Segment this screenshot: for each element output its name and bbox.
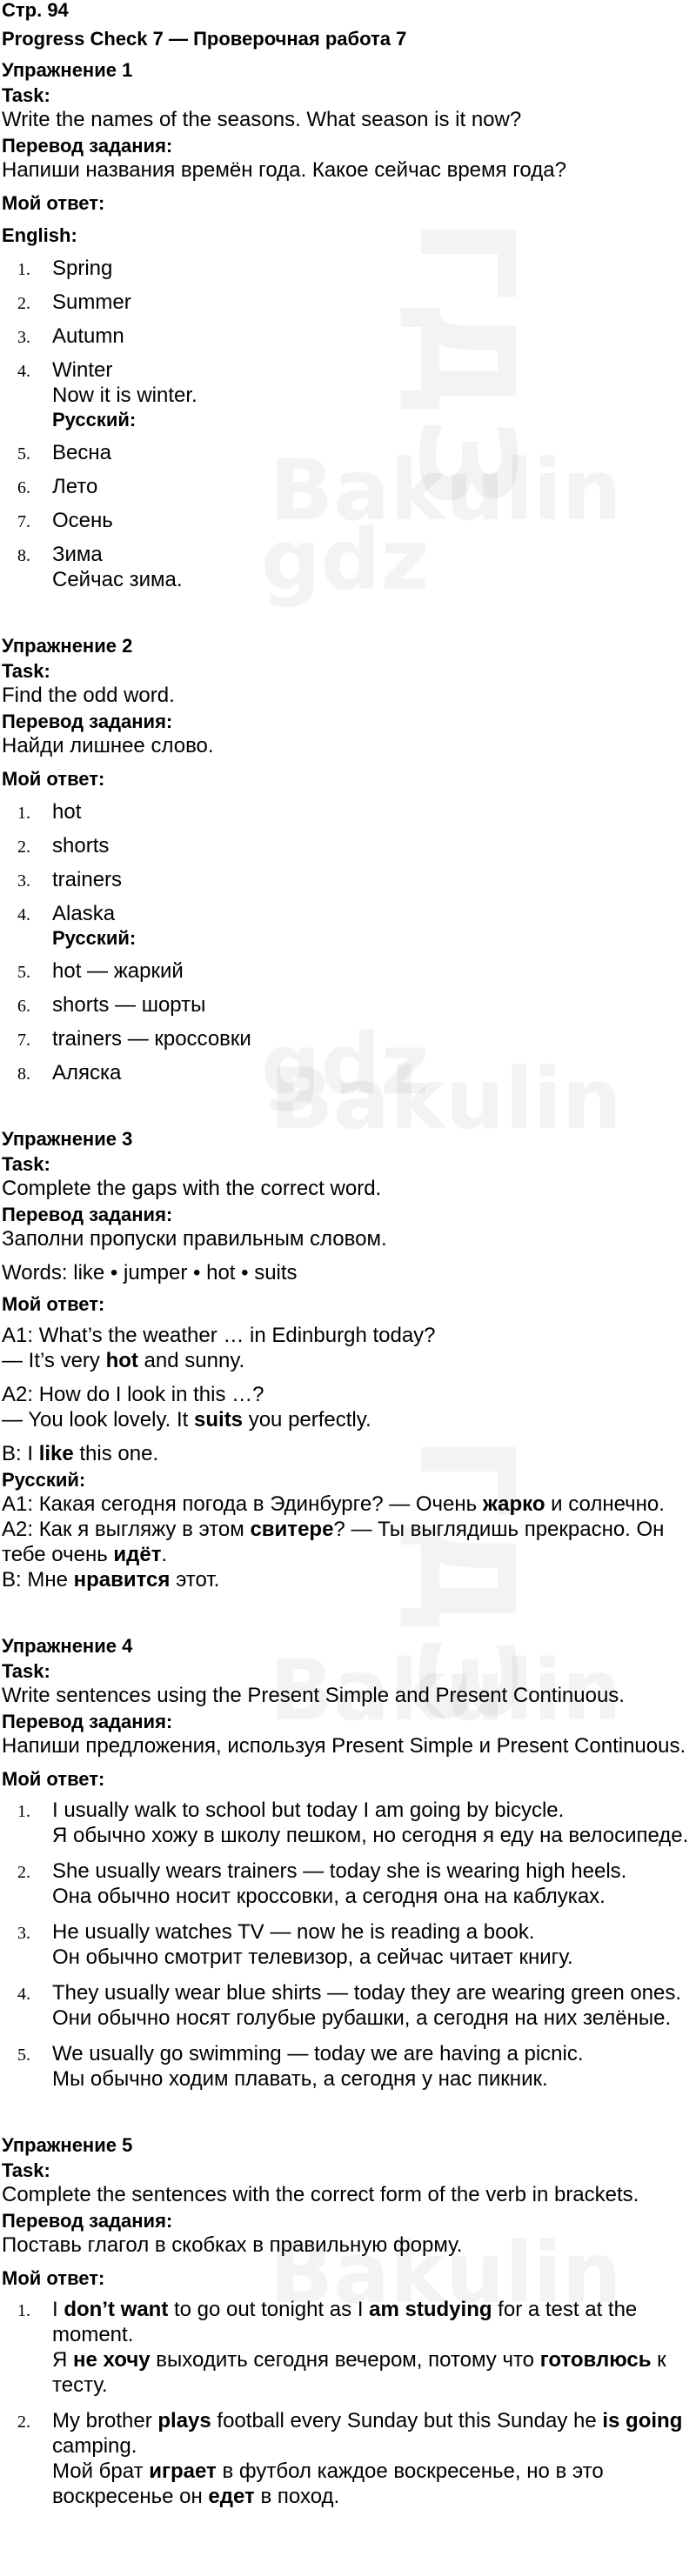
exercise-heading: Упражнение 3 (2, 1128, 133, 1150)
answer-word: свитере (250, 1518, 334, 1541)
answer-verb: не хочу (73, 2348, 151, 2372)
list-item (2, 901, 694, 950)
task-text: Complete the gaps with the correct word. (2, 1177, 382, 1200)
task-text: Write the names of the seasons. What season is it now? (2, 108, 522, 131)
item-number: 4. (17, 1985, 30, 2004)
item-number: 2. (17, 838, 30, 857)
sentence-russian: Она обычно носит кроссовки, а сегодня она на каблуках. (52, 1885, 606, 1908)
item-text: Лето (52, 475, 98, 498)
item-text: shorts — шорты (52, 993, 206, 1017)
translation-text: Заполни пропуски правильным словом. (2, 1227, 387, 1251)
sentence-english (52, 2297, 694, 2347)
answer-verb: играет (149, 2459, 217, 2483)
answer-verb: don’t want (64, 2298, 169, 2321)
exercise-heading: Упражнение 5 (2, 2134, 133, 2156)
exercise-heading: Упражнение 4 (2, 1635, 133, 1657)
sentence-english: She usually wears trainers — today she is wearing high heels. (52, 1859, 627, 1883)
dialogue-line: A2: How do I look in this …? (2, 1383, 264, 1406)
answer-label: Мой ответ: (2, 1768, 105, 1790)
dialogue-line (2, 1348, 694, 1373)
translation-label: Перевод задания: (2, 135, 173, 157)
item-text: Осень (52, 509, 113, 532)
text-fragment: и солнечно. (545, 1492, 665, 1516)
sentence-english: He usually watches TV — now he is reading a book. (52, 1920, 535, 1944)
item-text: Summer (52, 290, 131, 314)
answer-list (2, 1798, 694, 2092)
item-number: 1. (17, 804, 30, 823)
item-number: 3. (17, 1924, 30, 1943)
dialogue-russian (2, 1492, 694, 1592)
text-fragment: — It’s very (2, 1349, 106, 1372)
item-number: 1. (17, 260, 30, 279)
item-text: trainers — кроссовки (52, 1027, 251, 1051)
list-item (2, 256, 694, 281)
task-text: Find the odd word. (2, 684, 175, 707)
item-number: 6. (17, 997, 30, 1016)
item-number: 8. (17, 1064, 30, 1084)
item-number: 1. (17, 2301, 30, 2320)
sentence-english: I usually walk to school but today I am going by bicycle. (52, 1799, 565, 1822)
sentence-russian: Мы обычно ходим плавать, а сегодня у нас пикник. (52, 2067, 548, 2091)
list-item (2, 2408, 694, 2509)
item-text: hot (52, 800, 82, 824)
item-text: Аляска (52, 1061, 122, 1084)
text-fragment: to go out tonight as I (168, 2298, 370, 2321)
task-label: Task: (2, 84, 50, 106)
exercise-1 (2, 58, 694, 592)
sentence-russian: Я обычно хожу в школу пешком, но сегодня я еду на велосипеде. (52, 1824, 689, 1847)
list-item (2, 357, 694, 431)
text-fragment: A1: Какая сегодня погода в Эдинбурге? — Очень (2, 1492, 483, 1516)
dialogue-line (2, 1492, 694, 1517)
sentence-english: We usually go swimming — today we are having a picnic. (52, 2042, 584, 2065)
translation-text: Напиши предложения, используя Present Simple и Present Continuous. (2, 1734, 686, 1758)
item-text: trainers (52, 868, 123, 891)
task-label: Task: (2, 1660, 50, 1682)
item-number: 5. (17, 444, 30, 464)
item-text: Winter (52, 358, 113, 382)
translation-label: Перевод задания: (2, 1711, 173, 1732)
item-number: 7. (17, 1031, 30, 1050)
item-text: Spring (52, 257, 113, 280)
list-item (2, 1026, 694, 1051)
text-fragment: — You look lovely. It (2, 1408, 195, 1431)
answer-list (2, 2297, 694, 2509)
item-number: 8. (17, 546, 30, 565)
list-item (2, 799, 694, 824)
list-item (2, 958, 694, 984)
answer-word: like (38, 1442, 74, 1465)
russian-label: Русский: (2, 1469, 86, 1491)
translation-label: Перевод задания: (2, 2210, 173, 2232)
translation-text: Найди лишнее слово. (2, 734, 214, 757)
answer-label: Мой ответ: (2, 2267, 105, 2289)
exercise-3 (2, 1127, 694, 1592)
page-number: Стр. 94 (2, 0, 69, 21)
text-fragment: . (161, 1543, 168, 1566)
item-text: hot — жаркий (52, 959, 184, 983)
translation-text: Поставь глагол в скобках в правильную форму. (2, 2233, 463, 2257)
list-item (2, 1859, 694, 1909)
item-number: 1. (17, 1802, 30, 1821)
text-fragment: and sunny. (137, 1349, 245, 1372)
item-number: 2. (17, 1863, 30, 1882)
list-item (2, 290, 694, 315)
answer-label: Мой ответ: (2, 768, 105, 790)
list-item (2, 867, 694, 892)
dialogue-line (2, 1441, 694, 1466)
item-number: 4. (17, 362, 30, 381)
answer-verb: plays (157, 2409, 211, 2433)
exercise-4 (2, 1634, 694, 2092)
answer-word: нравится (73, 1568, 171, 1592)
text-fragment: Мой брат (52, 2459, 150, 2483)
text-fragment: к тесту. (52, 2348, 666, 2397)
list-item (2, 440, 694, 465)
text-fragment: B: Мне (2, 1568, 74, 1592)
list-item (2, 2297, 694, 2398)
text-fragment: this one. (73, 1442, 159, 1465)
item-number: 3. (17, 871, 30, 891)
dialogue-line (2, 1407, 694, 1432)
sentence-russian: Они обычно носят голубые рубашки, а сегодня на них зелёные. (52, 2006, 672, 2030)
answer-list (2, 256, 694, 592)
sentence-english: They usually wear blue shirts — today they are wearing green ones. (52, 1981, 682, 2005)
text-fragment: A2: Как я выгляжу в этом (2, 1518, 251, 1541)
translation-text: Напиши названия времён года. Какое сейчас время года? (2, 158, 566, 182)
task-label: Task: (2, 660, 50, 682)
text-fragment: в поход. (254, 2485, 340, 2508)
item-text: Alaska (52, 902, 116, 925)
text-fragment: в футбол каждое воскресенье, но в это воскресенье он (52, 2459, 604, 2508)
item-number: 5. (17, 2045, 30, 2065)
list-item (2, 992, 694, 1018)
dialogue-english (2, 1323, 694, 1466)
list-item (2, 542, 694, 592)
page-title: Progress Check 7 — Проверочная работа 7 (2, 28, 407, 50)
item-number: 2. (17, 294, 30, 313)
exercise-5 (2, 2133, 694, 2509)
sentence-russian: Он обычно смотрит телевизор, а сейчас читает книгу. (52, 1945, 573, 1969)
item-number: 4. (17, 905, 30, 924)
exercise-heading: Упражнение 2 (2, 635, 133, 657)
list-item (2, 1919, 694, 1970)
dialogue-line (2, 1517, 694, 1567)
text-fragment: выходить сегодня вечером, потому что (150, 2348, 540, 2372)
task-text: Complete the sentences with the correct form of the verb in brackets. (2, 2183, 639, 2206)
answer-word: hot (105, 1349, 138, 1372)
task-text: Write sentences using the Present Simple and Present Continuous. (2, 1684, 625, 1707)
answer-list (2, 799, 694, 1085)
item-number: 2. (17, 2412, 30, 2432)
russian-label: Русский: (52, 409, 137, 430)
text-fragment: I (52, 2298, 64, 2321)
item-text: Весна (52, 441, 111, 464)
list-item (2, 324, 694, 349)
text-fragment: football every Sunday but this Sunday he (211, 2409, 603, 2433)
item-extra: Now it is winter. (52, 384, 197, 407)
item-extra: Сейчас зима. (52, 568, 183, 591)
text-fragment: B: I (2, 1442, 39, 1465)
text-fragment: ? — Ты выглядишь прекрасно. Он тебе очень (2, 1518, 665, 1566)
russian-label: Русский: (52, 927, 137, 949)
item-number: 7. (17, 512, 30, 531)
text-fragment: you perfectly. (243, 1408, 371, 1431)
list-item (2, 474, 694, 499)
answer-label: Мой ответ: (2, 1293, 105, 1315)
answer-word: жарко (482, 1492, 545, 1516)
item-number: 5. (17, 963, 30, 982)
text-fragment: этот. (170, 1568, 220, 1592)
sentence-russian (52, 2347, 694, 2398)
answer-label: Мой ответ: (2, 192, 105, 214)
text-fragment: Я (52, 2348, 73, 2372)
answer-verb: едет (208, 2485, 255, 2508)
word-bank: Words: like • jumper • hot • suits (2, 1261, 298, 1285)
item-text: shorts (52, 834, 110, 858)
text-fragment: My brother (52, 2409, 158, 2433)
list-item (2, 1060, 694, 1085)
answer-verb: am studying (369, 2298, 492, 2321)
item-text: Autumn (52, 324, 124, 348)
list-item (2, 1980, 694, 2031)
list-item (2, 1798, 694, 1848)
text-fragment: for a test at the moment. (52, 2298, 638, 2346)
translation-label: Перевод задания: (2, 1204, 173, 1225)
sentence-english (52, 2408, 694, 2459)
item-text: Зима (52, 543, 103, 566)
exercise-2 (2, 634, 694, 1085)
text-fragment: camping. (52, 2434, 137, 2458)
english-label: English: (2, 224, 77, 246)
task-label: Task: (2, 1153, 50, 1175)
item-number: 6. (17, 478, 30, 497)
answer-verb: is going (602, 2409, 683, 2433)
translation-label: Перевод задания: (2, 711, 173, 732)
sentence-russian (52, 2459, 694, 2509)
item-number: 3. (17, 328, 30, 347)
answer-word: идёт (113, 1543, 162, 1566)
answer-verb: готовлюсь (539, 2348, 652, 2372)
list-item (2, 508, 694, 533)
list-item (2, 2041, 694, 2092)
list-item (2, 833, 694, 858)
dialogue-line: A1: What’s the weather … in Edinburgh today? (2, 1324, 436, 1347)
answer-word: suits (194, 1408, 244, 1431)
exercise-heading: Упражнение 1 (2, 59, 133, 81)
dialogue-line (2, 1567, 694, 1592)
task-label: Task: (2, 2159, 50, 2181)
